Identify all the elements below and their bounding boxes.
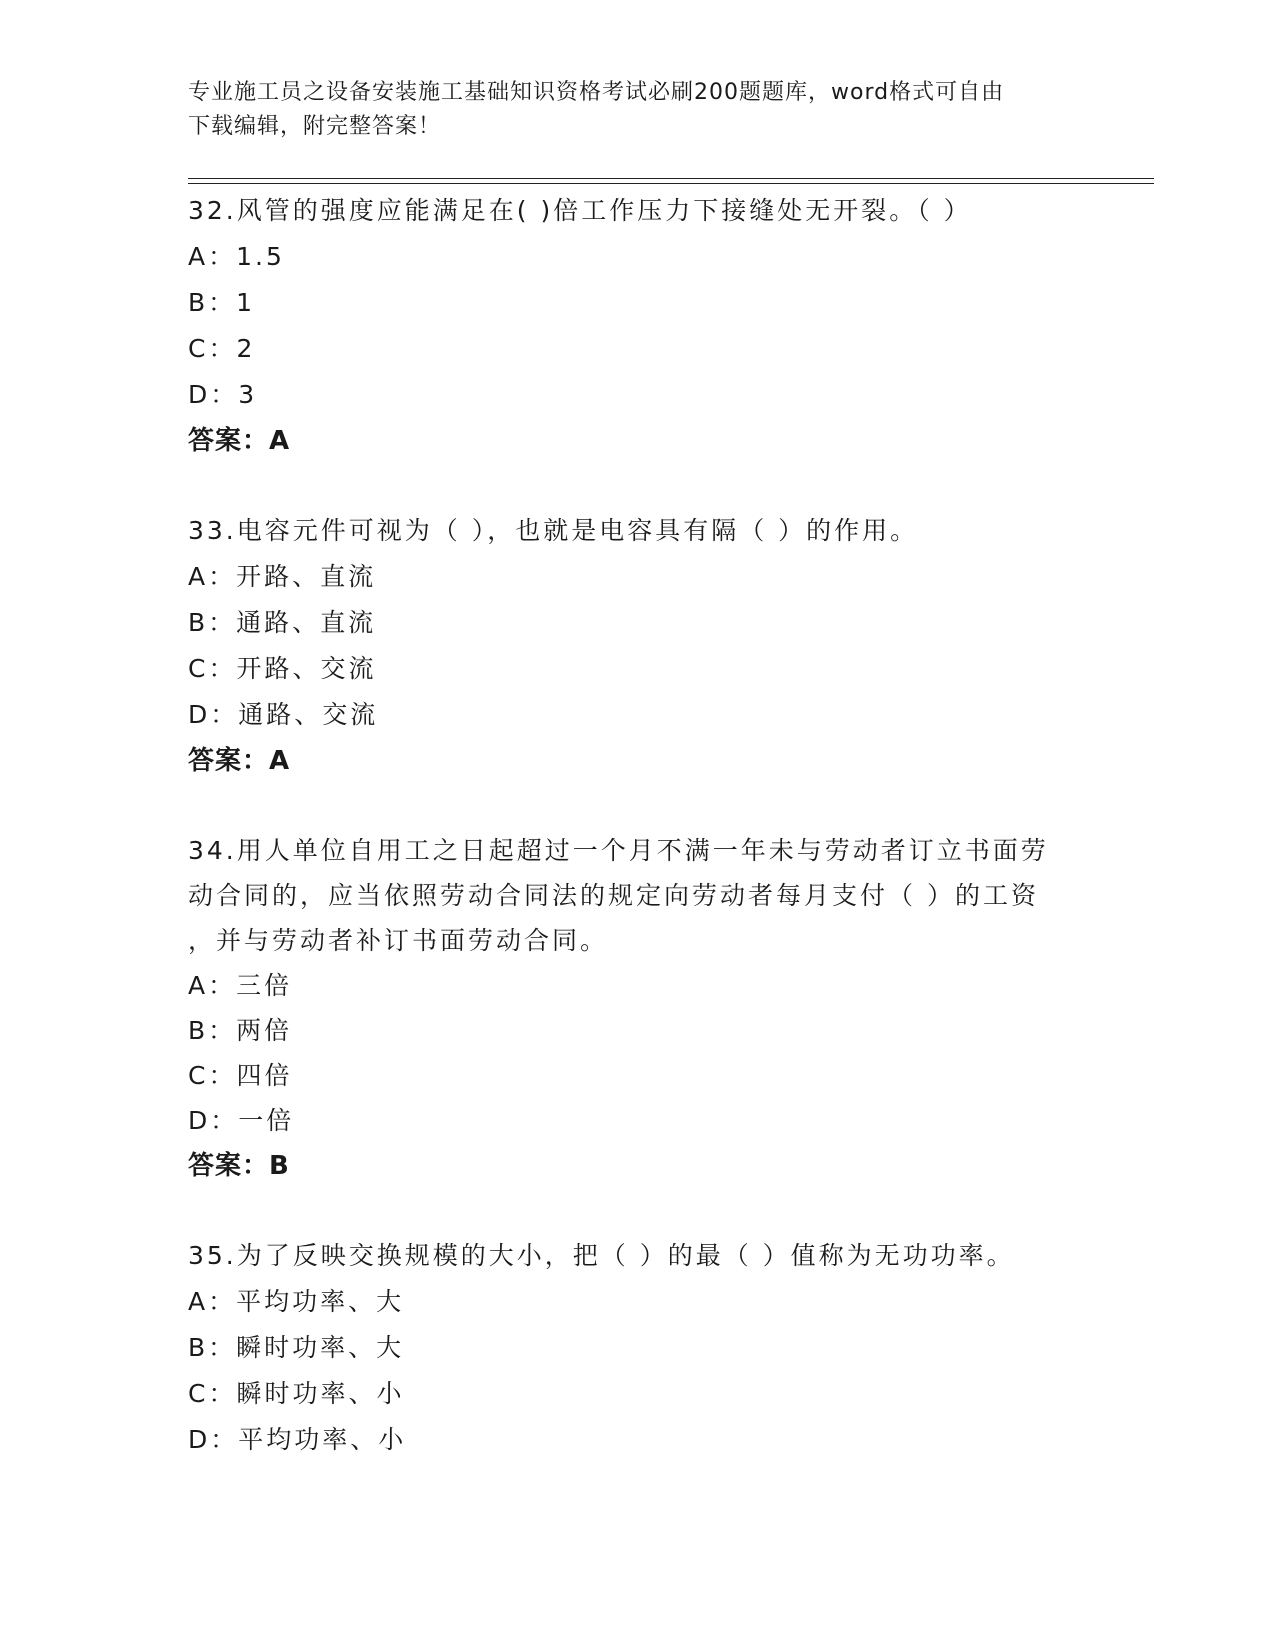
answer-text: 答案：B <box>188 1151 290 1181</box>
question-33 <box>188 508 1088 784</box>
option-d: D：3 <box>188 380 258 409</box>
answer-text: 答案：A <box>188 746 291 776</box>
option-c: C：四倍 <box>188 1061 293 1090</box>
option-b: B：1 <box>188 288 256 317</box>
option-d: D：平均功率、小 <box>188 1425 407 1454</box>
header-divider-top <box>188 178 1154 179</box>
question-35 <box>188 1233 1088 1463</box>
header-line-1: 专业施工员之设备安装施工基础知识资格考试必刷200题题库，word格式可自由 <box>188 80 1005 105</box>
question-32 <box>188 188 1088 464</box>
question-text-line-1: 34.用人单位自用工之日起超过一个月不满一年未与劳动者订立书面劳 <box>188 836 1049 865</box>
answer-text: 答案：A <box>188 426 291 456</box>
question-list <box>188 188 1088 1463</box>
header-divider-bottom <box>188 183 1154 184</box>
question-text-line-2: 动合同的，应当依照劳动合同法的规定向劳动者每月支付（ ）的工资 <box>188 881 1039 910</box>
option-a: A：平均功率、大 <box>188 1287 405 1316</box>
option-b: B：瞬时功率、大 <box>188 1333 405 1362</box>
option-a: A：1.5 <box>188 242 285 271</box>
option-d: D：一倍 <box>188 1106 295 1135</box>
option-a: A：开路、直流 <box>188 562 377 591</box>
option-b: B：两倍 <box>188 1016 293 1045</box>
option-c: C：瞬时功率、小 <box>188 1379 405 1408</box>
option-c: C：开路、交流 <box>188 654 377 683</box>
question-text: 32.风管的强度应能满足在( )倍工作压力下接缝处无开裂。（ ） <box>188 196 972 225</box>
option-a: A：三倍 <box>188 971 293 1000</box>
question-text: 35.为了反映交换规模的大小，把（ ）的最（ ）值称为无功功率。 <box>188 1241 1015 1270</box>
header-line-2: 下载编辑，附完整答案！ <box>188 114 442 139</box>
option-b: B：通路、直流 <box>188 608 377 637</box>
question-34 <box>188 828 1088 1189</box>
option-c: C：2 <box>188 334 256 363</box>
option-d: D：通路、交流 <box>188 700 379 729</box>
question-text-line-3: ，并与劳动者补订书面劳动合同。 <box>188 926 609 955</box>
document-header <box>188 76 1088 144</box>
question-text: 33.电容元件可视为（ ），也就是电容具有隔（ ）的作用。 <box>188 516 919 545</box>
